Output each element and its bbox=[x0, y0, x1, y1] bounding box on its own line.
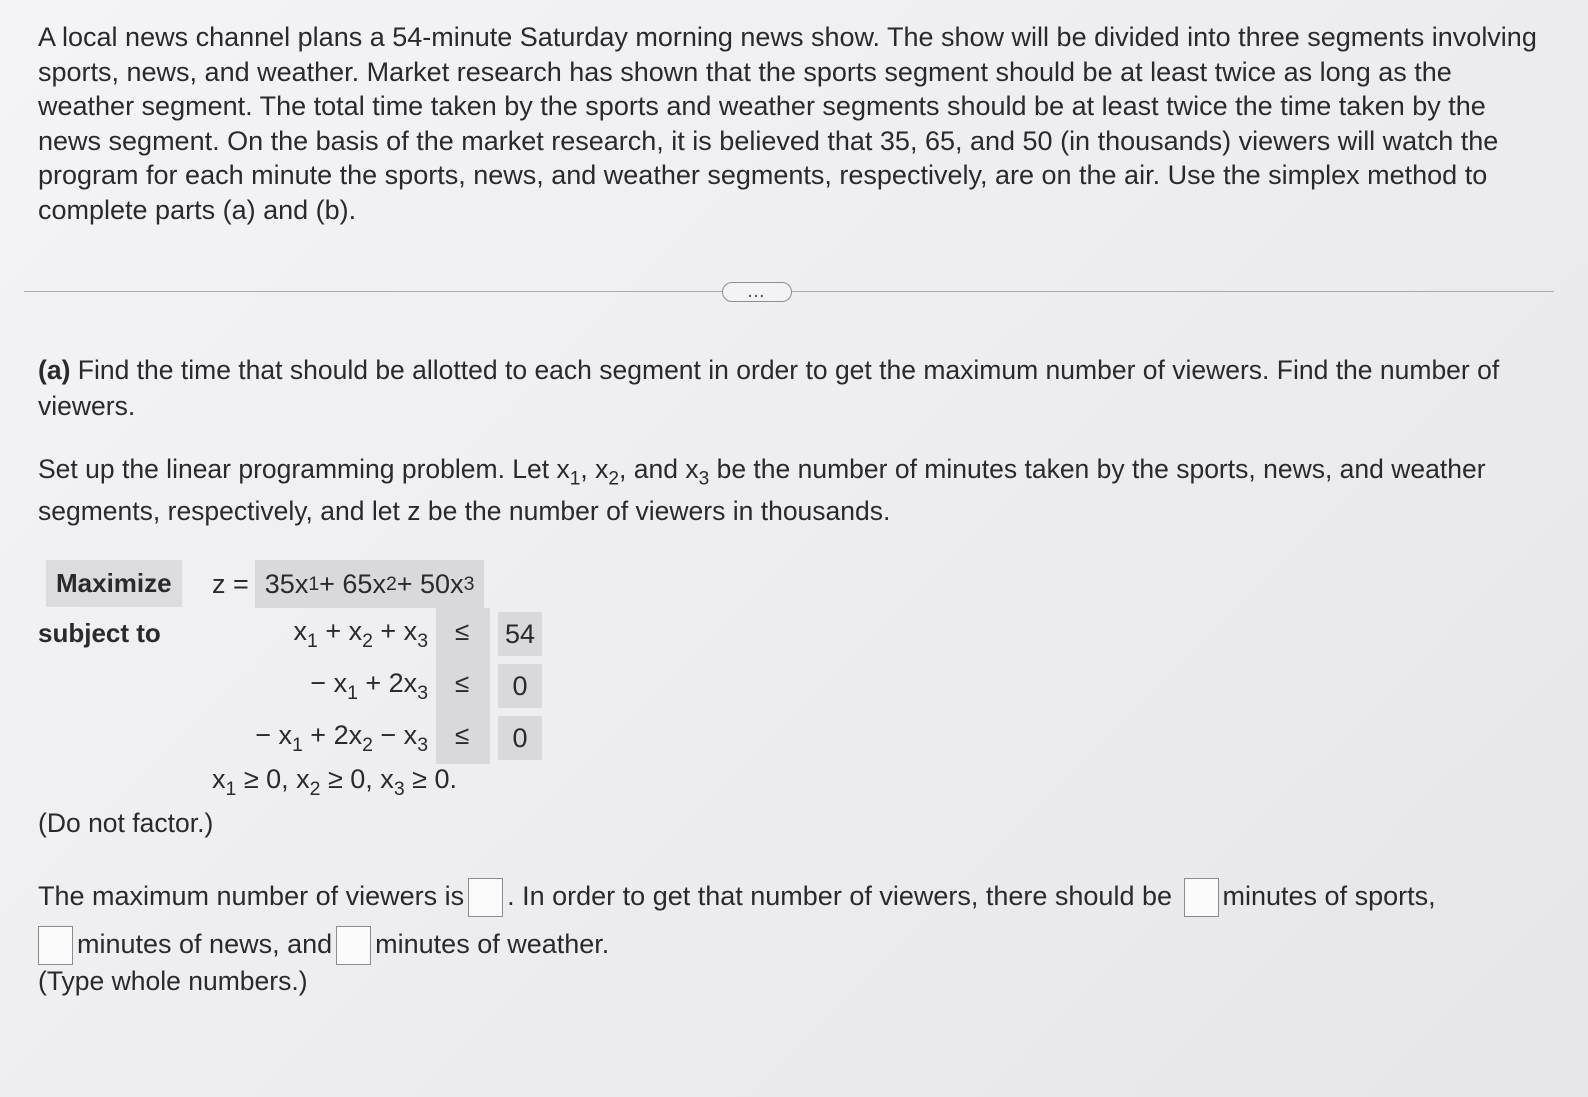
objective-answer-field[interactable]: 35x 1 + 65x 2 + 50x 3 bbox=[255, 560, 485, 608]
constraint-3-lhs: − $x_1 + 2x_2 - x_3$ bbox=[255, 720, 428, 756]
setup-post: be the number of minutes taken by the sports, news, and weather segments, respectively, and let z be the number of viewers in thousands. bbox=[38, 454, 1486, 526]
constraint-1-lhs: $x_1 + x_2 + x_3$ bbox=[293, 616, 428, 652]
setup-sep2: , and bbox=[619, 454, 678, 484]
answer-sentence bbox=[38, 872, 1538, 968]
var-x2: $x_2$ bbox=[595, 454, 620, 490]
z-equals: z = bbox=[212, 568, 249, 599]
subject-to-label: subject to bbox=[38, 618, 161, 648]
problem-statement bbox=[38, 20, 1548, 227]
constraint-3-rhs-field[interactable]: 0 bbox=[498, 716, 542, 760]
constraint-2-inequality[interactable]: ≤ bbox=[455, 668, 470, 698]
max-viewers-input[interactable] bbox=[468, 878, 503, 917]
answer-text-2: . In order to get that number of viewers, there should be bbox=[507, 881, 1172, 911]
constraint-2-rhs-field[interactable]: 0 bbox=[498, 664, 542, 708]
whole-numbers-note: (Type whole numbers.) bbox=[38, 966, 308, 996]
problem-text: A local news channel plans a 54-minute Saturday morning news show. The show will be divided into three segments involving sports, news, and weather. Market research has shown that the sports segment should be at least twice as long as the weather segment. The total time taken by the sports and weather segments should be at least twice the time taken by the news segment. On the basis of the market research, it is believed that 35, 65, and 50 (in thousands) viewers will watch the program for each minute the sports, news, and weather segments, respectively, are on the air. Use the simplex method to complete parts (a) and (b). bbox=[38, 22, 1537, 225]
constraint-3-inequality[interactable]: ≤ bbox=[455, 720, 470, 750]
answer-text-3: minutes of sports, bbox=[1222, 881, 1436, 911]
answer-text-5: minutes of weather. bbox=[375, 929, 610, 959]
part-a-label: (a) bbox=[38, 355, 71, 385]
setup-instructions bbox=[38, 448, 1518, 532]
constraint-2-lhs: − $x_1 + 2x_3$ bbox=[310, 668, 428, 704]
constraint-1-rhs-field[interactable]: 54 bbox=[498, 612, 542, 656]
setup-pre: Set up the linear programming problem. Let bbox=[38, 454, 550, 484]
more-options-button[interactable]: ... bbox=[722, 282, 792, 302]
constraint-1-inequality[interactable]: ≤ bbox=[455, 616, 470, 646]
nonnegativity-constraint: $x_1 \ge 0$, $x_2 \ge 0$, $x_3 \ge 0$. bbox=[212, 764, 457, 800]
var-x3: $x_3$ bbox=[685, 454, 710, 490]
part-a-text: Find the time that should be allotted to each segment in order to get the maximum number of viewers. Find the number of viewers. bbox=[38, 355, 1500, 421]
do-not-factor-note: (Do not factor.) bbox=[38, 808, 214, 838]
part-a-question bbox=[38, 352, 1518, 424]
maximize-label: Maximize bbox=[46, 560, 182, 607]
var-x1: $x_1$ bbox=[556, 454, 581, 490]
answer-text-1: The maximum number of viewers is bbox=[38, 881, 465, 911]
answer-text-4: minutes of news, and bbox=[77, 929, 333, 959]
objective-function bbox=[212, 560, 484, 608]
setup-sep1: , bbox=[580, 454, 588, 484]
weather-minutes-input[interactable] bbox=[336, 926, 371, 965]
news-minutes-input[interactable] bbox=[38, 926, 73, 965]
sports-minutes-input[interactable] bbox=[1184, 878, 1219, 917]
